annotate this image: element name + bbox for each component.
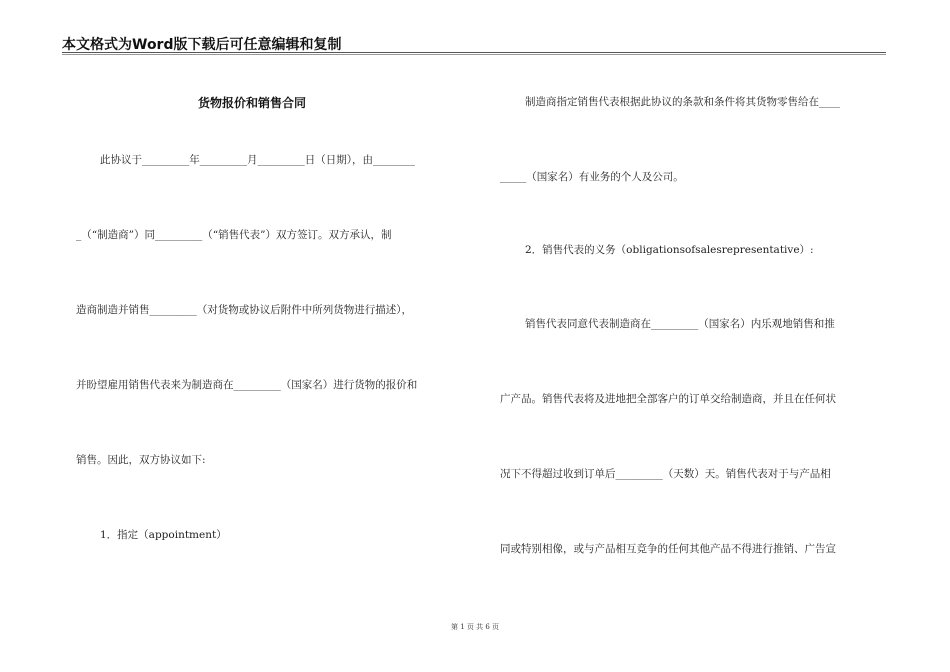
header-rule bbox=[62, 52, 886, 53]
page-header-text: 本文格式为Word版下载后可任意编辑和复制 bbox=[62, 37, 342, 53]
right-line-7: 同或特别相像，或与产品相互竞争的任何其他产品不得进行推销、广告宣 bbox=[500, 543, 836, 555]
right-line-6: 况下不得超过收到订单后_________（天数）天。销售代表对于与产品相 bbox=[500, 468, 831, 480]
right-line-4: 销售代表同意代表制造商在_________（国家名）内乐观地销售和推 bbox=[525, 318, 835, 330]
left-line-3: 造商制造并销售_________（对货物或协议后附件中所列货物进行描述）， bbox=[76, 304, 412, 316]
page-footer: 第 1 页 共 6 页 bbox=[450, 623, 500, 631]
left-line-1: 此协议于_________年_________月_________日（日期），由________ bbox=[100, 154, 415, 166]
right-line-5: 广产品。销售代表将及进地把全部客户的订单交给制造商，并且在任何状 bbox=[500, 393, 836, 405]
right-line-1: 制造商指定销售代表根据此协议的条款和条件将其货物零售给在____ bbox=[525, 96, 840, 108]
left-line-2: _（“制造商”）同_________（“销售代表”）双方签订。双方承认，制 bbox=[76, 229, 392, 241]
left-line-6: 1．指定（appointment） bbox=[100, 529, 227, 541]
right-line-2: _____（国家名）有业务的个人及公司。 bbox=[500, 171, 684, 183]
left-line-4: 并盼望雇用销售代表来为制造商在_________（国家名）进行货物的报价和 bbox=[76, 379, 418, 391]
document-title: 货物报价和销售合同 bbox=[198, 96, 307, 110]
header-rule-secondary bbox=[62, 54, 886, 55]
left-line-5: 销售。因此，双方协议如下: bbox=[76, 454, 206, 466]
right-line-3: 2．销售代表的义务（obligationsofsalesrepresentative）: bbox=[525, 244, 814, 256]
